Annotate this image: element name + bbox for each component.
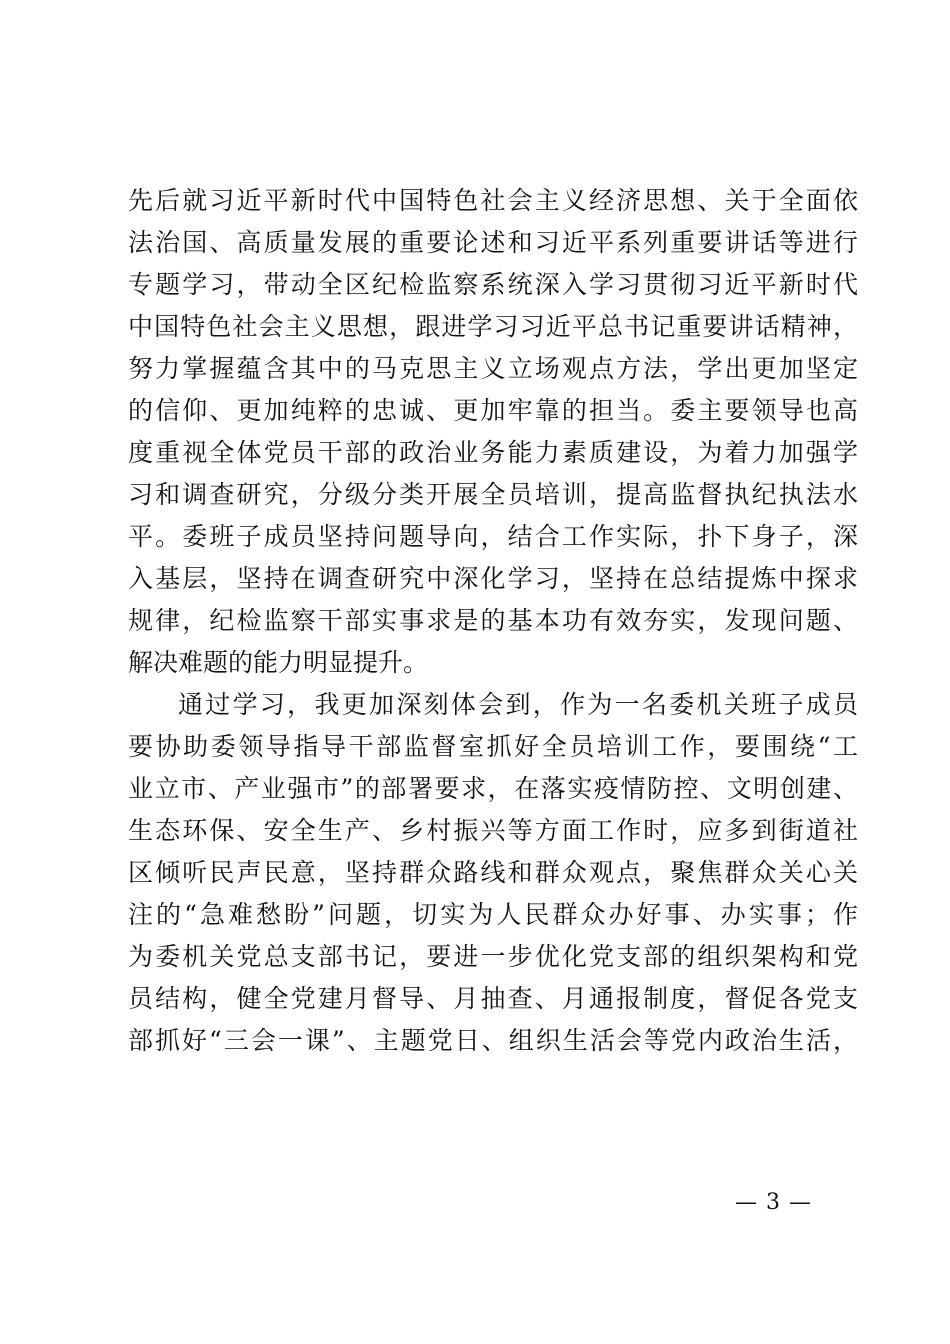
paragraph-2 [128, 684, 858, 1062]
text-line: 为委机关党总支部书记，要进一步优化党支部的组织架构和党 [128, 942, 858, 971]
text-line: 的信仰、更加纯粹的忠诚、更加牢靠的担当。委主要领导也高 [128, 396, 858, 425]
text-line: 解决难题的能力明显提升。 [128, 648, 429, 677]
text-line: 专题学习，带动全区纪检监察系统深入学习贯彻习近平新时代 [128, 270, 858, 299]
text-line: 生态环保、安全生产、乡村振兴等方面工作时，应多到街道社 [128, 816, 858, 845]
text-line: 中国特色社会主义思想，跟进学习习近平总书记重要讲话精神， [128, 312, 858, 341]
text-line: 努力掌握蕴含其中的马克思主义立场观点方法，学出更加坚定 [128, 354, 858, 383]
page-number: — 3 — [735, 1190, 812, 1215]
text-line: 通过学习，我更加深刻体会到，作为一名委机关班子成员 [178, 690, 858, 719]
text-line: 习和调查研究，分级分类开展全员培训，提高监督执纪执法水 [128, 480, 858, 509]
text-line: 部抓好“三会一课”、主题党日、组织生活会等党内政治生活， [128, 1026, 858, 1055]
text-line: 入基层，坚持在调查研究中深化学习，坚持在总结提炼中探求 [128, 564, 858, 593]
text-line: 平。委班子成员坚持问题导向，结合工作实际，扑下身子，深 [128, 522, 858, 551]
text-line: 规律，纪检监察干部实事求是的基本功有效夯实，发现问题、 [128, 606, 858, 635]
text-line: 业立市、产业强市”的部署要求，在落实疫情防控、文明创建、 [128, 774, 858, 803]
text-line: 要协助委领导指导干部监督室抓好全员培训工作，要围绕“工 [128, 732, 858, 761]
text-line: 注的“急难愁盼”问题，切实为人民群众办好事、办实事；作 [128, 900, 858, 929]
text-line: 法治国、高质量发展的重要论述和习近平系列重要讲话等进行 [128, 228, 858, 257]
text-line: 员结构，健全党建月督导、月抽查、月通报制度，督促各党支 [128, 984, 858, 1013]
document-body [128, 180, 858, 1062]
text-line: 区倾听民声民意，坚持群众路线和群众观点，聚焦群众关心关 [128, 858, 858, 887]
text-line: 度重视全体党员干部的政治业务能力素质建设，为着力加强学 [128, 438, 858, 467]
text-line: 先后就习近平新时代中国特色社会主义经济思想、关于全面依 [128, 186, 858, 215]
paragraph-1 [128, 180, 858, 684]
